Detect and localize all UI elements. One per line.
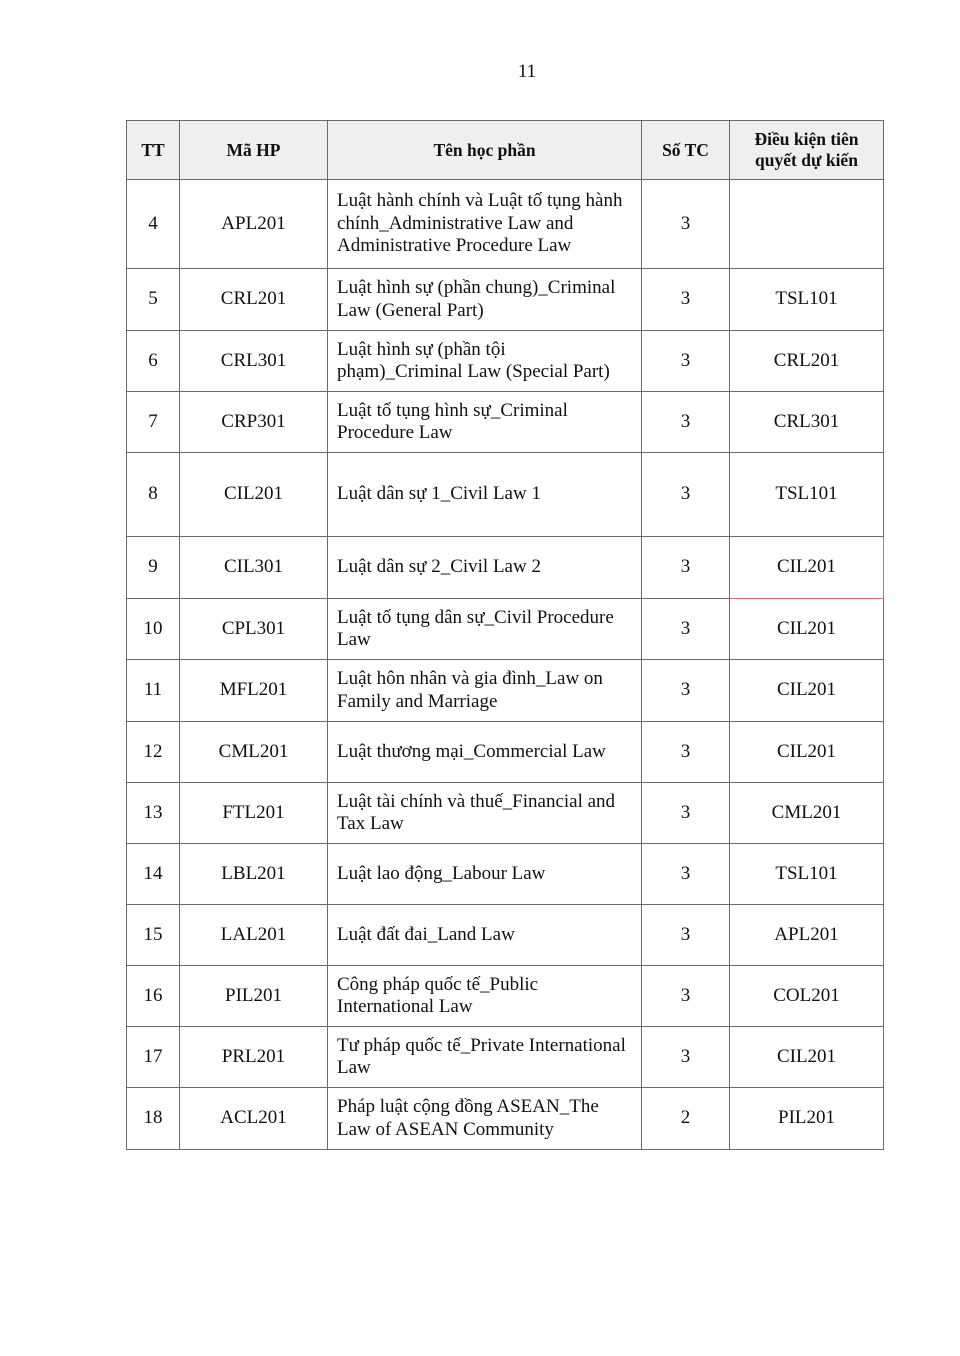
table-row [127,1027,884,1088]
cell-prerequisite: PIL201 [730,1088,884,1150]
header-prerequisite: Điều kiện tiên quyết dự kiến [730,121,884,180]
cell-tt: 12 [127,722,180,783]
table-row [127,722,884,783]
cell-prerequisite: TSL101 [730,844,884,905]
table-row [127,599,884,660]
cell-credits: 3 [642,966,730,1027]
cell-course-name: Luật dân sự 1_Civil Law 1 [328,453,642,537]
cell-course-code: APL201 [180,180,328,269]
cell-course-code: CPL301 [180,599,328,660]
cell-credits: 3 [642,599,730,660]
header-row [127,121,884,180]
cell-prerequisite: TSL101 [730,269,884,331]
header-credits: Số TC [642,121,730,180]
cell-tt: 9 [127,537,180,599]
cell-tt: 15 [127,905,180,966]
cell-course-name: Luật tố tụng hình sự_Criminal Procedure Law [328,392,642,453]
cell-course-code: FTL201 [180,783,328,844]
table-row [127,537,884,599]
table-row [127,783,884,844]
cell-course-name: Luật hôn nhân và gia đình_Law on Family and Marriage [328,660,642,722]
cell-course-code: CIL301 [180,537,328,599]
cell-prerequisite: CIL201 [730,599,884,660]
cell-course-name: Luật hình sự (phần chung)_Criminal Law (General Part) [328,269,642,331]
cell-course-code: PIL201 [180,966,328,1027]
cell-course-code: LAL201 [180,905,328,966]
cell-credits: 3 [642,537,730,599]
page-number: 11 [517,61,537,82]
table-row [127,180,884,269]
cell-tt: 10 [127,599,180,660]
cell-course-code: CRL201 [180,269,328,331]
table-row [127,392,884,453]
cell-tt: 5 [127,269,180,331]
cell-course-name: Luật tài chính và thuế_Financial and Tax Law [328,783,642,844]
cell-prerequisite: CML201 [730,783,884,844]
cell-tt: 16 [127,966,180,1027]
cell-credits: 3 [642,269,730,331]
table-row [127,331,884,392]
cell-prerequisite: CRL301 [730,392,884,453]
cell-credits: 3 [642,392,730,453]
cell-course-code: CRL301 [180,331,328,392]
table-row [127,453,884,537]
cell-prerequisite: APL201 [730,905,884,966]
cell-prerequisite: CIL201 [730,722,884,783]
cell-prerequisite: COL201 [730,966,884,1027]
cell-course-name: Luật lao động_Labour Law [328,844,642,905]
course-table-container [126,120,884,1150]
cell-prerequisite: CIL201 [730,537,884,599]
cell-tt: 7 [127,392,180,453]
cell-credits: 3 [642,660,730,722]
cell-credits: 3 [642,844,730,905]
cell-course-name: Tư pháp quốc tế_Private International Law [328,1027,642,1088]
cell-course-name: Pháp luật cộng đồng ASEAN_The Law of ASEAN Community [328,1088,642,1150]
cell-course-code: CRP301 [180,392,328,453]
cell-tt: 18 [127,1088,180,1150]
header-tt: TT [127,121,180,180]
cell-tt: 8 [127,453,180,537]
cell-prerequisite [730,180,884,269]
table-row [127,660,884,722]
table-row [127,844,884,905]
header-course-code: Mã HP [180,121,328,180]
cell-tt: 17 [127,1027,180,1088]
cell-prerequisite: CIL201 [730,660,884,722]
cell-course-name: Luật dân sự 2_Civil Law 2 [328,537,642,599]
cell-tt: 14 [127,844,180,905]
cell-prerequisite: TSL101 [730,453,884,537]
cell-credits: 3 [642,453,730,537]
header-course-name: Tên học phần [328,121,642,180]
cell-tt: 4 [127,180,180,269]
cell-credits: 3 [642,783,730,844]
cell-prerequisite: CIL201 [730,1027,884,1088]
cell-tt: 6 [127,331,180,392]
cell-credits: 2 [642,1088,730,1150]
cell-course-code: ACL201 [180,1088,328,1150]
cell-credits: 3 [642,180,730,269]
course-table [126,120,884,1150]
cell-tt: 11 [127,660,180,722]
cell-credits: 3 [642,722,730,783]
cell-prerequisite: CRL201 [730,331,884,392]
cell-course-name: Luật tố tụng dân sự_Civil Procedure Law [328,599,642,660]
table-row [127,269,884,331]
cell-course-name: Luật đất đai_Land Law [328,905,642,966]
cell-course-code: CIL201 [180,453,328,537]
cell-tt: 13 [127,783,180,844]
cell-course-name: Luật hình sự (phần tội phạm)_Criminal Law (Special Part) [328,331,642,392]
table-row [127,966,884,1027]
cell-course-code: PRL201 [180,1027,328,1088]
table-body [127,180,884,1150]
cell-credits: 3 [642,905,730,966]
cell-course-name: Luật thương mại_Commercial Law [328,722,642,783]
cell-credits: 3 [642,1027,730,1088]
cell-credits: 3 [642,331,730,392]
cell-course-name: Luật hành chính và Luật tố tụng hành chính_Administrative Law and Administrative Procedure Law [328,180,642,269]
table-row [127,1088,884,1150]
table-row [127,905,884,966]
cell-course-code: CML201 [180,722,328,783]
table-header [127,121,884,180]
cell-course-name: Công pháp quốc tế_Public International Law [328,966,642,1027]
cell-course-code: LBL201 [180,844,328,905]
cell-course-code: MFL201 [180,660,328,722]
